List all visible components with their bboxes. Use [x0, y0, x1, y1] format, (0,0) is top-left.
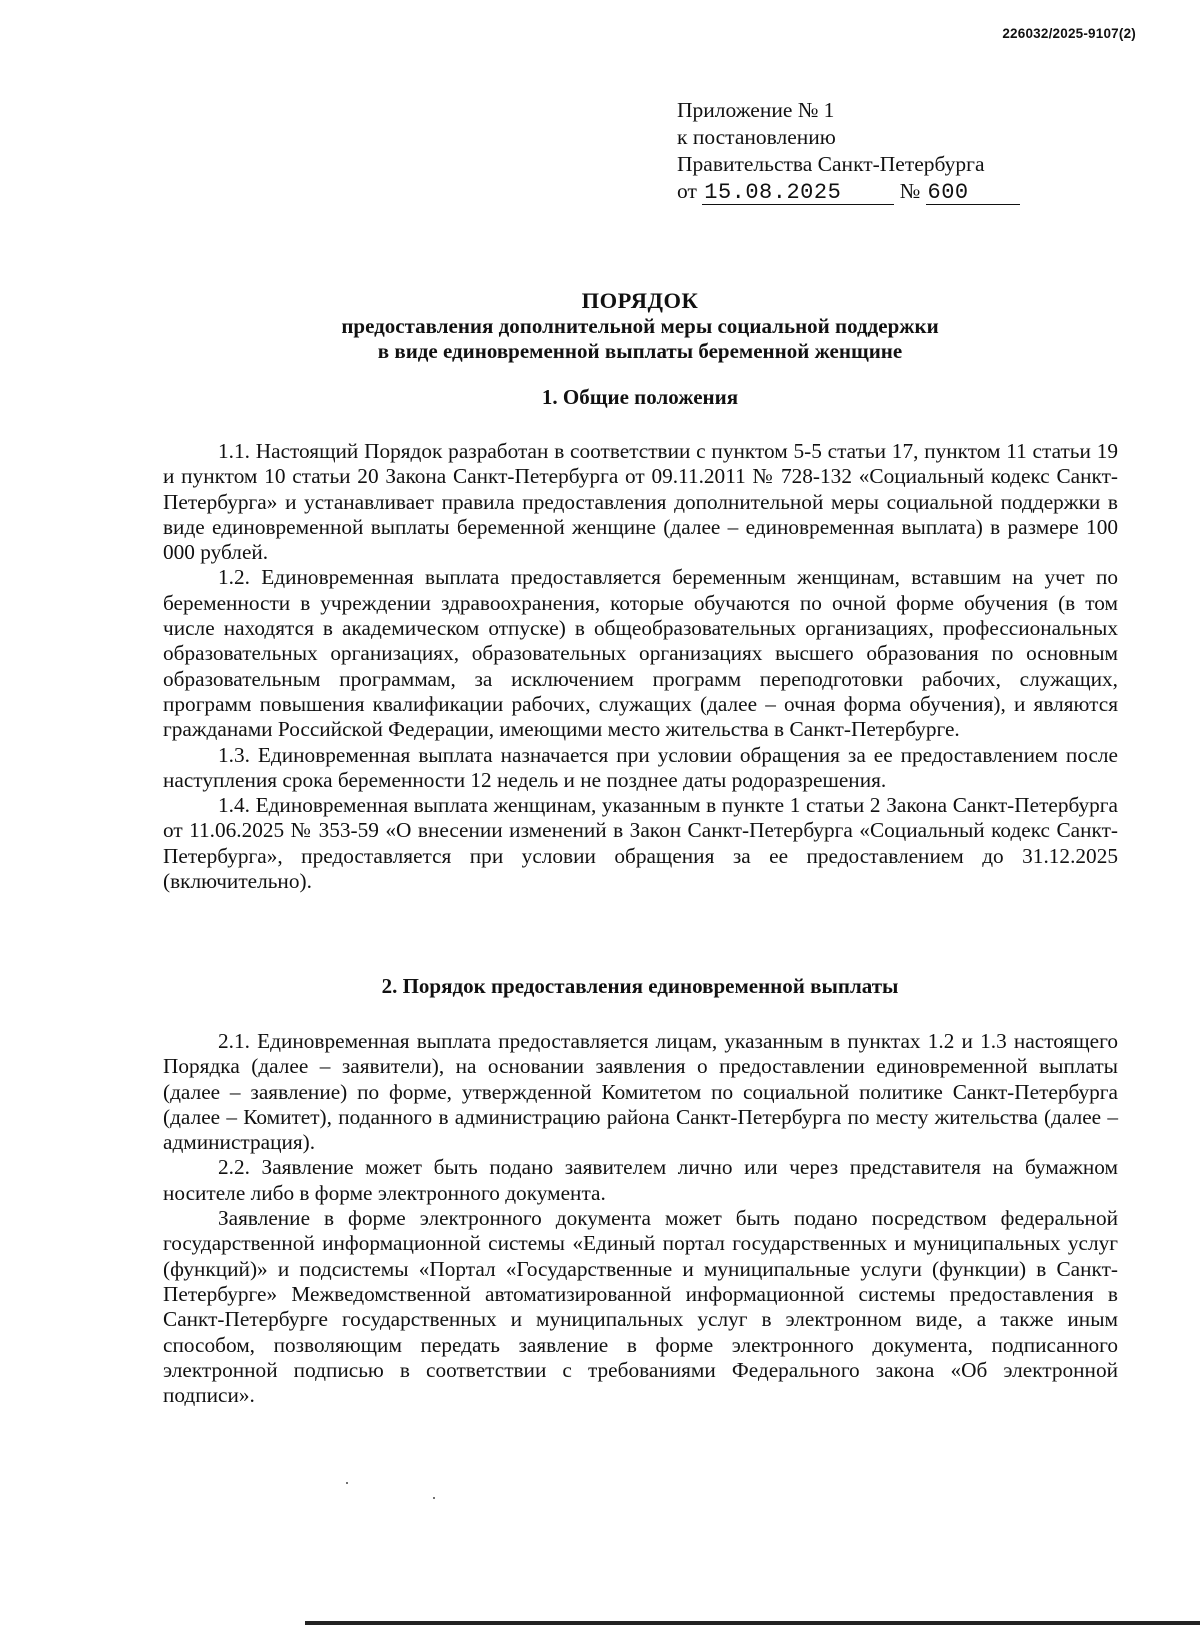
- registration-number: 226032/2025-9107(2): [1002, 26, 1136, 41]
- resolution-number: 600: [926, 182, 1020, 205]
- title-subtitle-2: в виде единовременной выплаты беременной женщине: [377, 339, 903, 363]
- date-prefix: от: [677, 179, 697, 203]
- annex-line-2: к постановлению: [677, 125, 836, 149]
- paragraph-1-1: 1.1. Настоящий Порядок разработан в соответствии с пунктом 5-5 статьи 17, пунктом 11 статьи 19 и пунктом 10 статьи 20 Закона Санкт-Петербурга от 09.11.2011 № 728-132 «Социальный кодекс Санкт-Петербурга» и устанавливает правила предоставления дополнительной меры социальной поддержки в виде единовременной выплаты беременной женщине (далее – единовременная выплата) в размере 100 000 рублей.: [163, 439, 1118, 565]
- title-subtitle-1: предоставления дополнительной меры социальной поддержки: [341, 314, 939, 338]
- section-1-heading: 1. Общие положения: [541, 385, 739, 409]
- document-title: [160, 287, 1120, 364]
- scan-dust-mark: [346, 1482, 348, 1484]
- paragraph-2-1: 2.1. Единовременная выплата предоставляется лицам, указанным в пунктах 1.2 и 1.3 настоящего Порядка (далее – заявители), на основании заявления о предоставлении единовременной выплаты (далее – заявление) по форме, утвержденной Комитетом по социальной политике Санкт-Петербурга (далее – Комитет), поданного в администрацию района Санкт-Петербурга по месту жительства (далее – администрация).: [163, 1029, 1118, 1155]
- paragraph-2-2: 2.2. Заявление может быть подано заявителем лично или через представителя на бумажном носителе либо в форме электронного документа.: [163, 1155, 1118, 1205]
- title-main: ПОРЯДОК: [581, 288, 699, 313]
- paragraph-1-3: 1.3. Единовременная выплата назначается при условии обращения за ее предоставлением после наступления срока беременности 12 недель и не позднее даты родоразрешения.: [163, 742, 1118, 792]
- scan-dust-mark: [433, 1497, 435, 1499]
- annex-line-1: Приложение № 1: [677, 98, 835, 122]
- number-prefix: №: [899, 179, 921, 203]
- annex-line-3: Правительства Санкт-Петербурга: [677, 152, 985, 176]
- paragraph-2-2-continued: Заявление в форме электронного документа может быть подано посредством федеральной государственной информационной системы «Единый портал государственных и муниципальных услуг (функций)» и подсистемы «Портал «Государственные и муниципальные услуги (функции) в Санкт-Петербурге» Межведомственной автоматизированной информационной системы предоставления в Санкт-Петербурге государственных и муниципальных услуг в электронном виде, а также иным способом, позволяющим передать заявление в форме электронного документа, подписанного электронной подписью в соответствии с требованиями Федерального закона «Об электронной подписи».: [163, 1206, 1118, 1408]
- section-2-body: [163, 1029, 1118, 1408]
- scan-edge-line: [305, 1621, 1200, 1625]
- resolution-date: 15.08.2025: [702, 182, 894, 205]
- annex-date-line: [677, 178, 1020, 205]
- paragraph-1-4: 1.4. Единовременная выплата женщинам, указанным в пункте 1 статьи 2 Закона Санкт-Петербурга от 11.06.2025 № 353-59 «О внесении изменений в Закон Санкт-Петербурга «Социальный кодекс Санкт-Петербурга», предоставляется при условии обращения за ее предоставлением до 31.12.2025 (включительно).: [163, 793, 1118, 894]
- paragraph-1-2: 1.2. Единовременная выплата предоставляется беременным женщинам, вставшим на учет по беременности в учреждении здравоохранения, которые обучаются по очной форме обучения (в том числе находятся в академическом отпуске) в общеобразовательных организациях, профессиональных образовательных организациях, образовательных организациях высшего образования по основным образовательным программам, за исключением программ переподготовки рабочих, служащих, программ повышения квалификации рабочих, служащих (далее – очная форма обучения), и являются гражданами Российской Федерации, имеющими место жительства в Санкт-Петербурге.: [163, 565, 1118, 742]
- annex-header: [677, 97, 1020, 205]
- section-2-heading: 2. Порядок предоставления единовременной выплаты: [381, 974, 899, 998]
- section-1-body: [163, 439, 1118, 894]
